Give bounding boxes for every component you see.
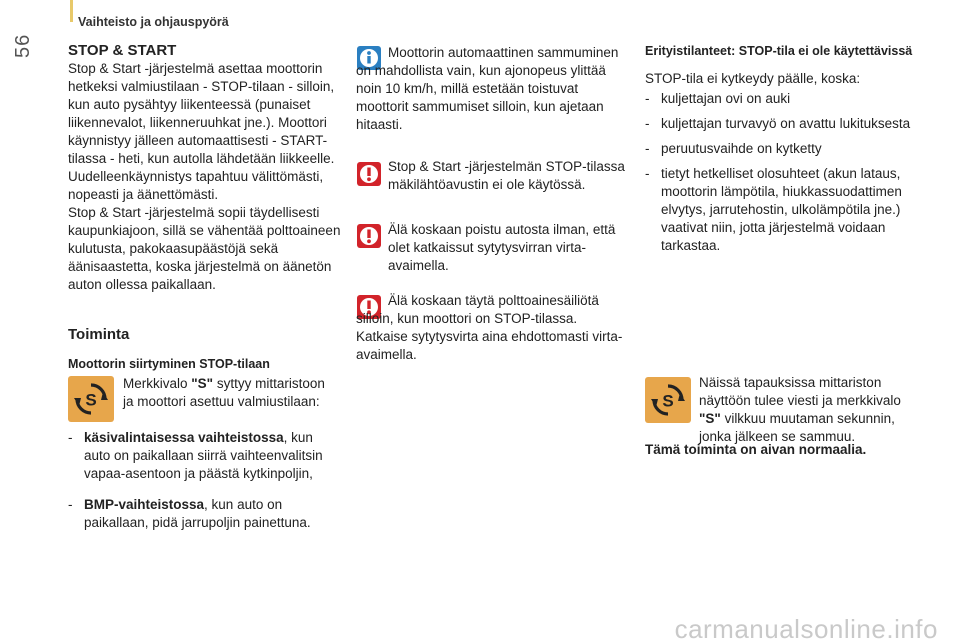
header-accent-bar — [70, 0, 73, 22]
indicator-note-post: vilkkuu muutaman sekunnin, jonka jälkeen se sammuu. — [699, 411, 895, 444]
stop-start-title: STOP & START — [68, 42, 177, 59]
indicator-text-post: syttyy mittaristoon ja moottori asettuu valmiustilaan: — [123, 376, 325, 409]
normal-operation-note: Tämä toiminta on aivan normaalia. — [645, 442, 867, 457]
warning-icon — [357, 162, 381, 186]
indicator-note — [699, 374, 913, 446]
bullet-bold: käsivalintaisessa vaihteistossa — [84, 430, 284, 445]
indicator-text-pre: Merkkivalo — [123, 376, 192, 391]
bullet-text: , kun auto on paikallaan siirrä vaihteenvalitsin vapaa-asentoon ja päästä kytkinpoljin, — [84, 430, 323, 481]
svg-text:S: S — [85, 390, 97, 410]
stop-indicator-badge — [645, 377, 691, 423]
stop-start-intro-2: Stop & Start -järjestelmä sopii täydellisesti kaupunkiajoon, sillä se vähentää polttoaineen kulutusta, pakokaasupäästöjä sekä äänisaastetta, koska järjestelmä on äänetön auton ollessa paikallaan. — [68, 205, 341, 292]
toiminta-section — [68, 326, 342, 372]
toiminta-subtitle: Moottorin siirtyminen STOP-tilaan — [68, 357, 270, 371]
bullet-text: kuljettajan turvavyö on avattu lukituksesta — [661, 116, 911, 131]
toiminta-bullets — [68, 429, 342, 532]
bullet-bold: BMP-vaihteistossa — [84, 497, 205, 512]
special-cases-section — [645, 44, 913, 255]
bullet-text: kuljettajan ovi on auki — [661, 91, 791, 106]
list-item: - kuljettajan turvavyö on avattu lukituksesta — [645, 115, 913, 133]
section-header: Vaihteisto ja ohjauspyörä — [78, 15, 229, 29]
stop-start-section — [68, 42, 342, 294]
list-item: - peruutusvaihde on kytketty — [645, 140, 913, 158]
indicator-text — [123, 375, 339, 411]
special-cases-title: Erityistilanteet: STOP-tila ei ole käytettävissä — [645, 44, 913, 58]
bullet-text: , kun auto on paikallaan, pidä jarrupoljin painettuna. — [84, 497, 311, 530]
indicator-note-pre: Näissä tapauksissa mittariston näyttöön tulee viesti ja merkkivalo — [699, 375, 901, 408]
list-item: - kuljettajan ovi on auki — [645, 90, 913, 108]
stop-s-icon — [72, 380, 110, 418]
bullet-text: tietyt hetkelliset olosuhteet (akun lataus, moottorin lämpötila, hiukkassuodattimen elvytys, jarrutehostin, ulkolämpötila jne.) vaativat niin, jotta järjestelmä voidaan tarkastaa. — [661, 166, 902, 253]
special-cases-intro: STOP-tila ei kytkeydy päälle, koska: — [645, 71, 861, 86]
warning-icon — [357, 224, 381, 248]
info-note: Moottorin automaattinen sammuminen on mahdollista vain, kun ajonopeus ylittää noin 10 km/h, millä estetään toistuvat moottorit sammumiset silloin, kun ajetaan hitaasti. — [356, 45, 619, 132]
list-item: - käsivalintaisessa vaihteistossa, kun auto on paikallaan siirrä vaihteenvalitsin vapaa-asentoon ja päästä kytkinpoljin, — [68, 430, 323, 481]
warning-note-2: Älä koskaan poistu autosta ilman, että olet katkaissut sytytysvirran virta-avaimella. — [388, 222, 616, 273]
toiminta-title: Toiminta — [68, 326, 130, 343]
bullet-text: peruutusvaihde on kytketty — [661, 141, 822, 156]
stop-s-icon — [649, 381, 687, 419]
warning-note-3: Älä koskaan täytä polttoainesäiliötä silloin, kun moottori on STOP-tilassa. Katkaise sytytysvirta aina ehdottomasti virta-avaimella. — [356, 293, 623, 362]
stop-indicator-badge — [68, 376, 114, 422]
indicator-s-label: "S" — [191, 376, 214, 391]
warning-note-1: Stop & Start -järjestelmän STOP-tilassa mäkilähtöavustin ei ole käytössä. — [388, 159, 625, 192]
list-item: - tietyt hetkelliset olosuhteet (akun lataus, moottorin lämpötila, hiukkassuodattimen elvytys, jarrutehostin, ulkolämpötila jne.) vaativat niin, jotta järjestelmä voidaan tarkastaa. — [645, 165, 913, 255]
list-item: - BMP-vaihteistossa, kun auto on paikallaan, pidä jarrupoljin painettuna. — [68, 497, 311, 530]
indicator-s-label: "S" — [699, 411, 721, 426]
stop-start-intro: Stop & Start -järjestelmä asettaa moottorin hetkeksi valmiustilaan - STOP-tilaan - silloin, kun auto pysähtyy liikenteessä (punaiset liikennevalot, liikenneruuhkat jne.). Moottori käynnistyy jälleen automaattisesti - START-tilassa - heti, kun autolla lähdetään liikkeelle. Uudelleenkäynnistys tapahtuu välittömästi, nopeasti ja äänettömästi. — [68, 61, 335, 202]
watermark: carmanualsonline.info — [674, 614, 938, 644]
page-number: 56 — [12, 33, 34, 58]
svg-text:S: S — [662, 391, 674, 411]
